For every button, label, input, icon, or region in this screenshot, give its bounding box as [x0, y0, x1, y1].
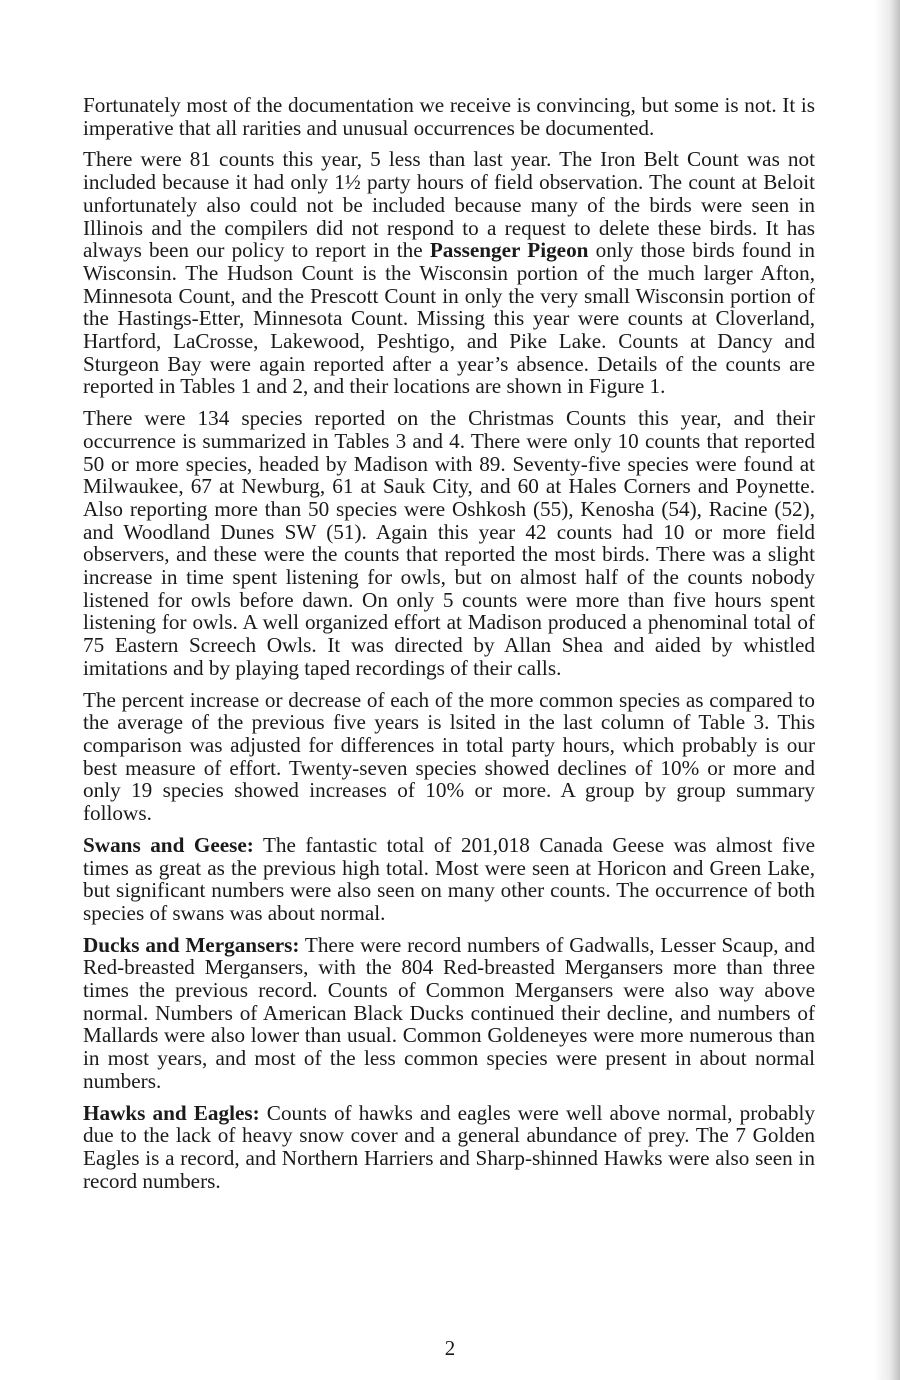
- paragraph-text: There were record numbers of Gadwalls, Lesser Scaup, and Red-breasted Mergansers, with the 804 Red-breasted Mergansers more than three times the previous record. Counts of Common Mergansers were also way above normal. Numbers of American Black Ducks continued their decline, and numbers of Mallards were also lower than usual. Common Goldeneyes were more numerous than in most years, and most of the less common species were present in about normal numbers.: [83, 932, 816, 1093]
- paragraph-percent-change: [83, 689, 815, 825]
- paragraph-text: The fantastic total of 201,018 Canada Geese was almost five times as great as the previous high total. Most were seen at Horicon and Green Lake, but significant numbers were also seen on many other counts. The occurrence of both species of swans was about normal.: [83, 832, 815, 925]
- section-heading: Hawks and Eagles:: [83, 1100, 260, 1125]
- page-number: 2: [444, 1336, 456, 1360]
- paragraph-text: There were 134 species reported on the Christmas Counts this year, and their occurrence is summarized in Tables 3 and 4. There were only 10 counts that reported 50 or more species, headed by Madison with 89. Seventy-five species were found at Milwaukee, 67 at Newburg, 61 at Sauk City, and 60 at Hales Corners and Poynette. Also reporting more than 50 species were Oshkosh (55), Kenosha (54), Racine (52), and Woodland Dunes SW (51). Again this year 42 counts had 10 or more field observers, and these were the counts that reported the most birds. There was a slight increase in time spent listening for owls, but on almost half of the counts nobody listened for owls before dawn. On only 5 counts were more than five hours spent listening for owls. A well organized effort at Madison produced a phenominal total of 75 Eastern Screech Owls. It was directed by Allan Shea and aided by whistled imitations and by playing taped recordings of their calls.: [83, 406, 815, 680]
- paragraph-text: The percent increase or decrease of each of the more common species as compared to the average of the previous five years is lsited in the last column of Table 3. This comparison was adjusted for differences in total party hours, which probably is our best measure of effort. Twenty-seven species showed declines of 10% or more and only 19 species showed increases of 10% or more. A group by group summary follows.: [83, 687, 815, 826]
- paragraph-text: There were 81 counts this year, 5 less than last year. The Iron Belt Count was not included because it had only 1½ party hours of field observation. The count at Beloit unfortunately also could not be included because many of the birds were seen in Illinois and the compilers did not respond to a request to delete these birds. It has always been our policy to report in the: [83, 147, 815, 263]
- body-text: [83, 94, 815, 1201]
- publication-title: Passenger Pigeon: [429, 238, 589, 263]
- paragraph-hawks-eagles: [83, 1102, 815, 1193]
- paragraph-documentation: [83, 94, 815, 139]
- paragraph-species: [83, 407, 815, 679]
- paragraph-counts: [83, 148, 815, 398]
- section-heading: Ducks and Mergansers:: [83, 932, 300, 957]
- paragraph-swans-geese: [83, 834, 815, 925]
- page-edge-shadow: [874, 0, 900, 1380]
- paragraph-text: only those birds found in Wisconsin. The Hudson Count is the Wisconsin portion of the much larger Afton, Minnesota Count, and the Prescott Count in only the very small Wisconsin portion of the Hastings-Etter, Minnesota Count. Missing this year were counts at Cloverland, Hartford, LaCrosse, Lakewood, Peshtigo, and Pike Lake. Counts at Dancy and Sturgeon Bay were again reported after a year’s absence. Details of the counts are reported in Tables 1 and 2, and their locations are shown in Figure 1.: [83, 238, 815, 399]
- paragraph-text: Counts of hawks and eagles were well above normal, probably due to the lack of heavy snow cover and a general abundance of prey. The 7 Golden Eagles is a record, and Northern Harriers and Sharp-shinned Hawks were also seen in record numbers.: [83, 1100, 815, 1193]
- section-heading: Swans and Geese:: [83, 832, 254, 857]
- paragraph-ducks-mergansers: [83, 934, 815, 1093]
- paragraph-text: Fortunately most of the documentation we receive is convincing, but some is not. It is imperative that all rarities and unusual occurrences be documented.: [83, 93, 815, 140]
